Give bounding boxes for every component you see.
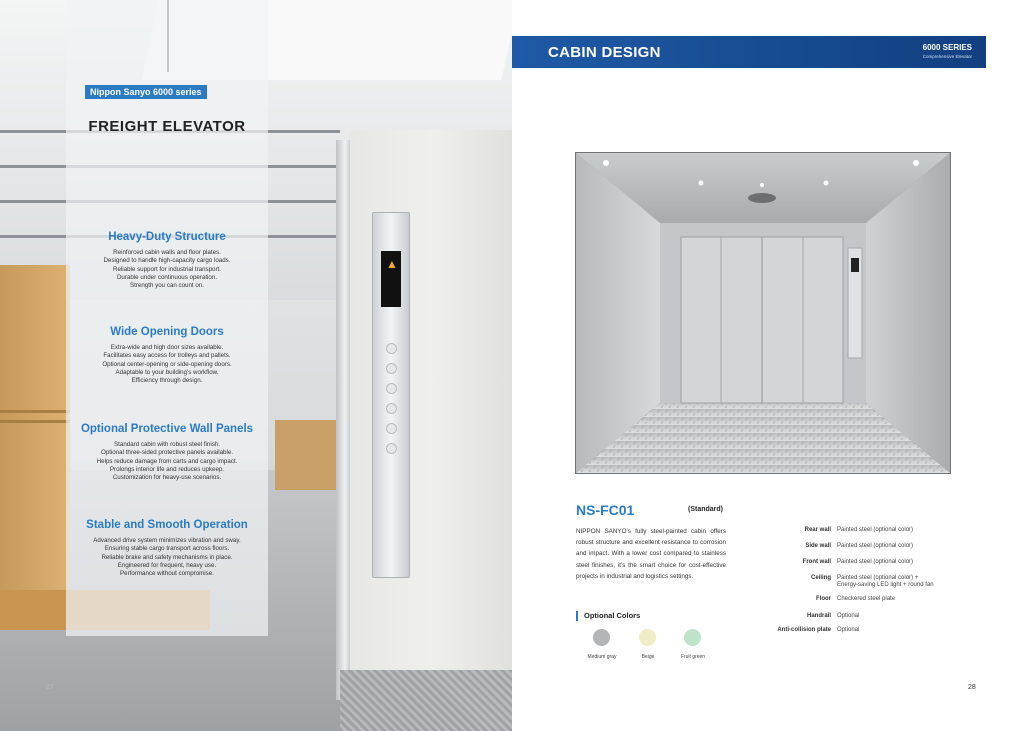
section-header xyxy=(512,36,986,68)
spec-value: Painted steel (optional color) + xyxy=(837,575,919,581)
feature-line: Standard cabin with robust steel finish. xyxy=(114,441,220,448)
feature-line: Reliable brake and safety mechanisms in place. xyxy=(101,553,233,561)
section-title: CABIN DESIGN xyxy=(548,44,661,61)
feature-line: Optional center-opening or side-opening doors. xyxy=(102,360,232,368)
feature-line: Prolongs interior life and reduces upkeep. xyxy=(109,465,225,473)
feature-line: Facilitates easy access for trolleys and pallets. xyxy=(103,352,231,360)
feature-line: Strength you can count on. xyxy=(130,282,204,290)
page-title: FREIGHT ELEVATOR xyxy=(88,118,246,135)
feature-line: Extra-wide and high door sizes available. xyxy=(110,344,224,351)
feature-title: Optional Protective Wall Panels xyxy=(80,423,254,435)
feature-wall-panels xyxy=(66,423,268,482)
feature-line: Customization for heavy-use scenarios. xyxy=(112,474,222,482)
feature-line: Performance without compromise. xyxy=(120,570,214,578)
feature-line: Optional three-sided protective panels available. xyxy=(100,449,234,457)
spec-label: Handrail xyxy=(806,613,831,619)
floor-button xyxy=(386,423,397,434)
series-tag: Nippon Sanyo 6000 series xyxy=(85,85,207,99)
cabin-image xyxy=(575,152,951,474)
feature-title: Heavy-Duty Structure xyxy=(108,231,226,243)
feature-heavy-duty xyxy=(66,231,268,290)
model-name: NS-FC01 xyxy=(576,502,635,518)
cabin-floor xyxy=(340,670,512,731)
floor-button xyxy=(386,363,397,374)
feature-title: Stable and Smooth Operation xyxy=(86,519,248,531)
spec-value: Energy-saving LED light + round fan xyxy=(837,582,934,588)
spec-value: Checkered steel plate xyxy=(837,596,896,602)
spec-value: Optional xyxy=(837,627,860,633)
feature-line: Durable under continuous operation. xyxy=(116,273,218,281)
far-cargo-boxes xyxy=(275,420,337,490)
optional-colors-heading: Optional Colors xyxy=(576,611,640,621)
spec-value: Painted steel (optional color) xyxy=(837,559,914,565)
feature-line: Ensuring stable cargo transport across floors. xyxy=(104,545,230,553)
feature-line: Designed to handle high-capacity cargo loads. xyxy=(103,257,231,265)
feature-line: Helps reduce damage from carts and cargo impact. xyxy=(96,457,238,465)
swatch-label: Fruit green xyxy=(680,654,706,660)
feature-line: Reinforced cabin walls and floor plates. xyxy=(113,249,221,256)
car-operating-panel xyxy=(372,212,410,578)
cargo-boxes xyxy=(0,265,70,625)
spec-label: Floor xyxy=(816,596,831,602)
series-label: 6000 SERIES xyxy=(922,43,972,52)
spec-value: Painted steel (optional color) xyxy=(837,543,914,549)
model-description: NIPPON SANYO's fully steel-painted cabin offers robust structure and excellent resistance to corrosion and impact. With a lower cost compared to stainless steel finishes, it's the smart choice for cost-effective projects in industrial and logistics settings. xyxy=(576,528,726,580)
up-arrow-icon: ▲ xyxy=(386,257,398,271)
feature-smooth-operation xyxy=(66,519,268,578)
feature-line: Adaptable to your building's workflow. xyxy=(115,368,219,376)
floor-button xyxy=(386,383,397,394)
swatch-label: Beige xyxy=(641,654,655,660)
series-subtitle: Comprehensive Elevator xyxy=(922,54,972,59)
feature-line: Engineered for frequent, heavy use. xyxy=(117,561,217,569)
page-number: 27 xyxy=(46,684,54,691)
swatch-label: Medium gray xyxy=(587,654,617,660)
spec-label: Front wall xyxy=(802,559,831,565)
feature-line: Efficiency through design. xyxy=(131,377,203,385)
spec-label: Side wall xyxy=(805,543,831,549)
color-swatch-beige xyxy=(639,629,656,646)
cabin-illustration xyxy=(576,153,950,473)
spec-value: Painted steel (optional color) xyxy=(837,527,914,533)
feature-title: Wide Opening Doors xyxy=(110,326,224,338)
color-swatch-medium-gray xyxy=(593,629,610,646)
floor-button xyxy=(386,443,397,454)
spec-label: Rear wall xyxy=(804,527,831,533)
color-swatch-fruit-green xyxy=(684,629,701,646)
spec-value: Optional xyxy=(837,613,860,619)
page-number: 28 xyxy=(968,684,976,691)
floor-button xyxy=(386,343,397,354)
feature-line: Advanced drive system minimizes vibration and sway. xyxy=(93,537,241,544)
spec-label: Ceiling xyxy=(810,575,831,581)
feature-line: Reliable support for industrial transport. xyxy=(113,265,221,273)
spec-label: Anti-collision plate xyxy=(777,627,831,633)
model-tag: (Standard) xyxy=(688,506,723,513)
feature-wide-doors xyxy=(66,326,268,385)
floor-button xyxy=(386,403,397,414)
floor-display xyxy=(381,251,401,307)
